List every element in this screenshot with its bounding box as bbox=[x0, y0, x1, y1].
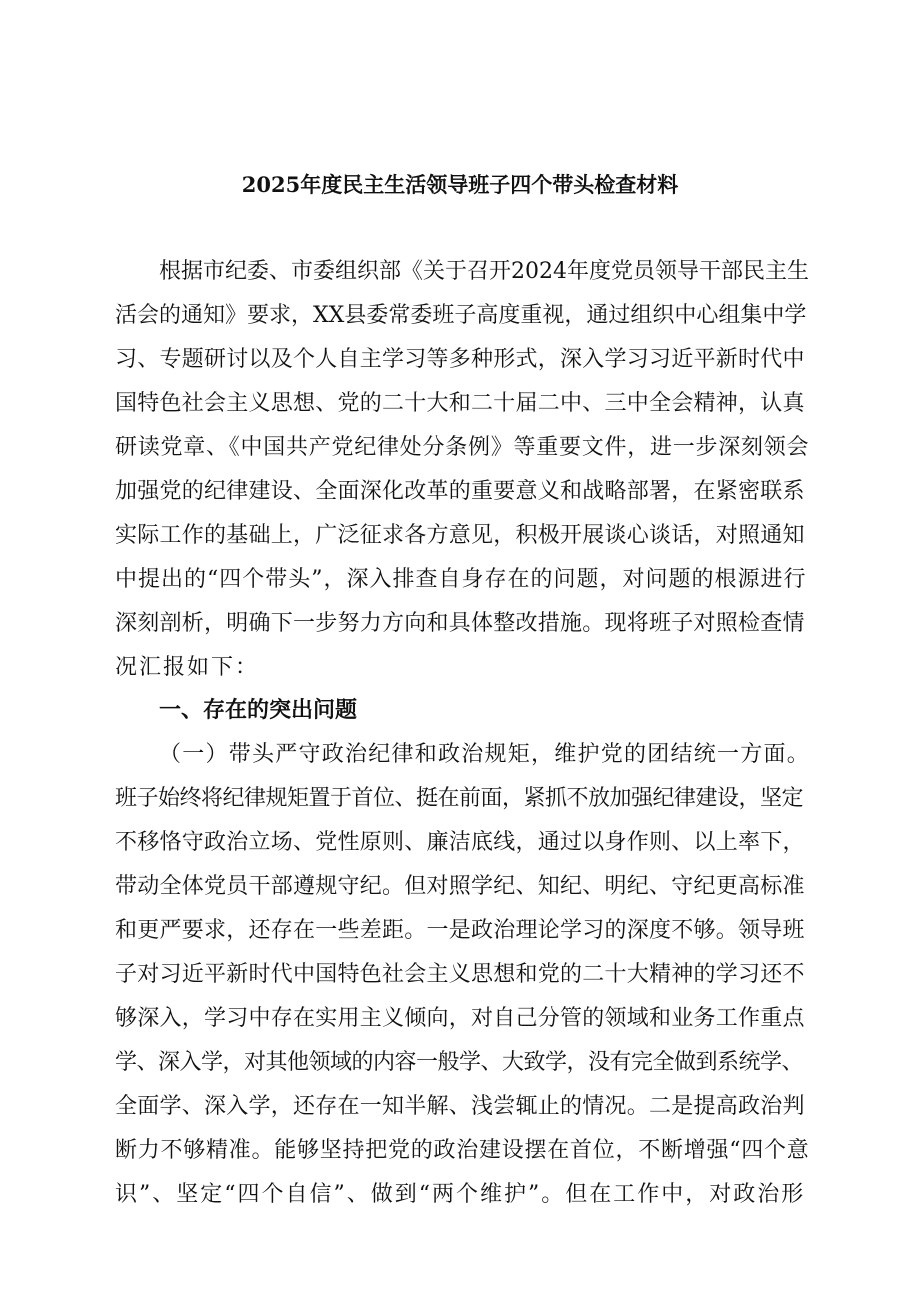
paragraph-line: 国特色社会主义思想、党的二十大和二十届二中、三中全会精神，认真 bbox=[115, 391, 805, 416]
document-title: 2025年度民主生活领导班子四个带头检查材料 bbox=[241, 172, 679, 197]
paragraph-line: 加强党的纪律建设、全面深化改革的重要意义和战略部署，在紧密联系 bbox=[115, 479, 805, 504]
section-heading: 一、存在的突出问题 bbox=[159, 698, 358, 723]
paragraph-line: 况汇报如下： bbox=[115, 655, 260, 680]
paragraph-line: 习、专题研讨以及个人自主学习等多种形式，深入学习习近平新时代中 bbox=[115, 347, 805, 372]
paragraph-line: 识”、坚定“四个自信”、做到“两个维护”。但在工作中，对政治形 bbox=[115, 1182, 806, 1207]
paragraph-line: 中提出的“四个带头”，深入排查自身存在的问题，对问题的根源进行 bbox=[115, 567, 807, 592]
paragraph-line: 根据市纪委、市委组织部《关于召开2024年度党员领导干部民主生 bbox=[159, 259, 809, 284]
paragraph-line: 学、深入学，对其他领域的内容一般学、大致学，没有完全做到系统学、 bbox=[115, 1050, 804, 1075]
paragraph-line: 带动全体党员干部遵规守纪。但对照学纪、知纪、明纪、守纪更高标准 bbox=[115, 874, 805, 899]
paragraph-line: 深刻剖析，明确下一步努力方向和具体整改措施。现将班子对照检查情 bbox=[115, 611, 805, 636]
subsection-heading: （一）带头严守政治纪律和政治规矩，维护党的团结统一方面。 bbox=[159, 742, 811, 767]
paragraph-line: 班子始终将纪律规矩置于首位、挺在前面，紧抓不放加强纪律建设，坚定 bbox=[115, 786, 804, 811]
paragraph-line: 断力不够精准。能够坚持把党的政治建设摆在首位，不断增强“四个意 bbox=[115, 1138, 810, 1163]
paragraph-line: 和更严要求，还存在一些差距。一是政治理论学习的深度不够。领导班 bbox=[115, 918, 805, 943]
paragraph-line: 研读党章、《中国共产党纪律处分条例》等重要文件，进一步深刻领会 bbox=[115, 435, 810, 460]
paragraph-line: 不移恪守政治立场、党性原则、廉洁底线，通过以身作则、以上率下， bbox=[115, 830, 805, 855]
paragraph-line: 实际工作的基础上，广泛征求各方意见，积极开展谈心谈话，对照通知 bbox=[115, 523, 805, 548]
paragraph-line: 子对习近平新时代中国特色社会主义思想和党的二十大精神的学习还不 bbox=[115, 962, 805, 987]
paragraph-line: 活会的通知》要求，XX县委常委班子高度重视，通过组织中心组集中学 bbox=[115, 303, 807, 328]
paragraph-line: 全面学、深入学，还存在一知半解、浅尝辄止的情况。二是提高政治判 bbox=[115, 1094, 805, 1119]
paragraph-line: 够深入，学习中存在实用主义倾向，对自己分管的领域和业务工作重点 bbox=[115, 1006, 805, 1031]
